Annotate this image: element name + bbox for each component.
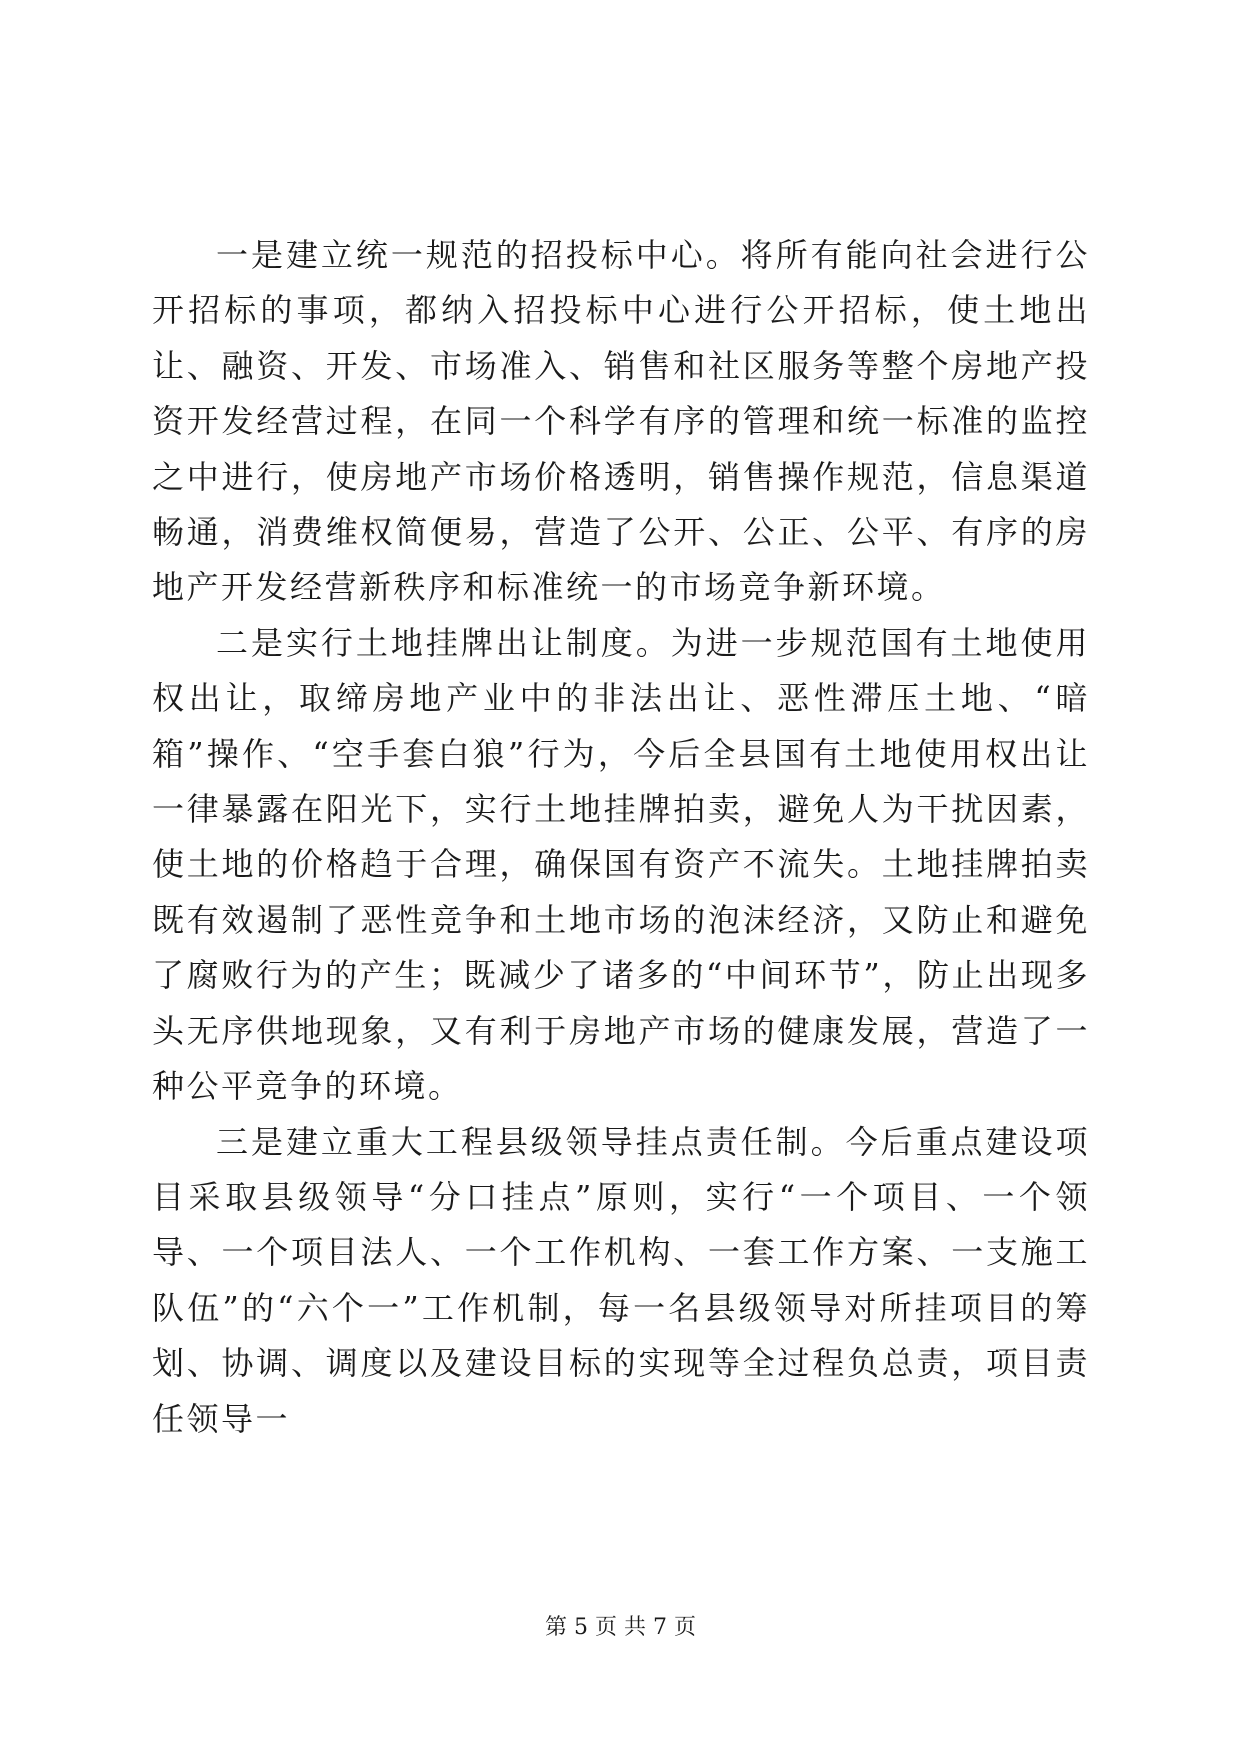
- document-body: [152, 228, 1090, 1447]
- page-number-footer: 第 5 页 共 7 页: [545, 1615, 696, 1640]
- paragraph-1: 一是建立统一规范的招投标中心。将所有能向社会进行公开招标的事项，都纳入招投标中心进行公开招标，使土地出让、融资、开发、市场准入、销售和社区服务等整个房地产投资开发经营过程，在同一个科学有序的管理和统一标准的监控之中进行，使房地产市场价格透明，销售操作规范，信息渠道畅通，消费维权简便易，营造了公开、公正、公平、有序的房地产开发经营新秩序和标准统一的市场竞争新环境。: [152, 236, 1090, 607]
- paragraph-2: 二是实行土地挂牌出让制度。为进一步规范国有土地使用权出让，取缔房地产业中的非法出让、恶性滞压土地、“暗箱”操作、“空手套白狼”行为，今后全县国有土地使用权出让一律暴露在阳光下，实行土地挂牌拍卖，避免人为干扰因素，使土地的价格趋于合理，确保国有资产不流失。土地挂牌拍卖既有效遏制了恶性竞争和土地市场的泡沫经济，又防止和避免了腐败行为的产生；既减少了诸多的“中间环节”，防止出现多头无序供地现象，又有利于房地产市场的健康发展，营造了一种公平竞争的环境。: [152, 623, 1090, 1106]
- paragraph-3: 三是建立重大工程县级领导挂点责任制。今后重点建设项目采取县级领导“分口挂点”原则，实行“一个项目、一个领导、一个项目法人、一个工作机构、一套工作方案、一支施工队伍”的“六个一”工作机制，每一名县级领导对所挂项目的筹划、协调、调度以及建设目标的实现等全过程负总责，项目责任领导一: [152, 1122, 1090, 1438]
